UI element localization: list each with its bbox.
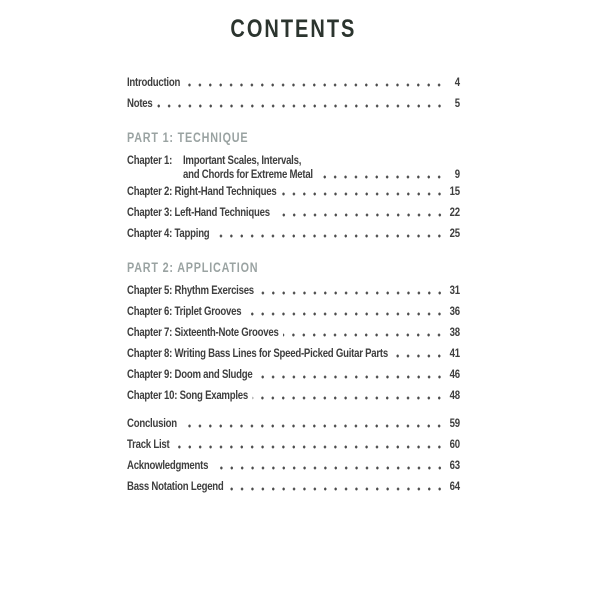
page-title: CONTENTS xyxy=(230,15,357,43)
toc-entry-page: 5 xyxy=(454,96,460,110)
toc-page xyxy=(127,0,460,493)
toc-entry-chapter-2 xyxy=(127,185,460,198)
toc-entry-track-list xyxy=(127,438,460,451)
toc-entry-chapter-4 xyxy=(127,227,460,240)
dot-leader xyxy=(259,291,445,295)
dot-leader xyxy=(283,333,444,337)
toc-entry-chapter-7 xyxy=(127,326,460,339)
toc-entry-page: 46 xyxy=(449,367,460,381)
dot-leader xyxy=(214,234,444,238)
toc-entry-label: Chapter 4: Tapping xyxy=(127,226,210,240)
toc-entry-page: 36 xyxy=(449,304,460,318)
dot-leader xyxy=(213,466,445,470)
dot-leader xyxy=(182,424,445,428)
dot-leader xyxy=(228,487,444,491)
toc-entry-chapter-1 xyxy=(127,154,460,181)
toc-entry-label: Track List xyxy=(127,437,170,451)
toc-entry-chapter-5 xyxy=(127,284,460,297)
dot-leader xyxy=(257,375,444,379)
chapter-1-title-line-1: Important Scales, Intervals, xyxy=(183,153,302,167)
toc-entry-page: 38 xyxy=(449,325,460,339)
toc-entry-label: Chapter 7: Sixteenth-Note Grooves xyxy=(127,325,279,339)
toc-entry-page: 64 xyxy=(449,479,460,493)
dot-leader xyxy=(393,354,445,358)
toc-entry-page: 15 xyxy=(449,184,460,198)
toc-entry-page: 48 xyxy=(449,388,460,402)
toc-entry-label: Chapter 6: Triplet Grooves xyxy=(127,304,242,318)
dot-leader xyxy=(246,312,444,316)
toc-entry-chapter-8 xyxy=(127,347,460,360)
toc-entry-label: Conclusion xyxy=(127,416,177,430)
dot-leader xyxy=(157,104,444,108)
toc-entry-label: Chapter 5: Rhythm Exercises xyxy=(127,283,254,297)
toc-entry-label: Acknowledgments xyxy=(127,458,209,472)
dot-leader xyxy=(318,175,445,179)
toc-entry-label: Introduction xyxy=(127,75,181,89)
toc-entry-page: 63 xyxy=(449,458,460,472)
chapter-1-label: Chapter 1: xyxy=(127,153,173,167)
toc-entry-label: Chapter 9: Doom and Sludge xyxy=(127,367,253,381)
toc-entry-label: Chapter 2: Right-Hand Techniques xyxy=(127,184,277,198)
toc-entry-chapter-10 xyxy=(127,389,460,402)
toc-entry-page: 60 xyxy=(449,437,460,451)
toc-entry-page: 41 xyxy=(449,346,460,360)
part-1-heading: PART 1: TECHNIQUE xyxy=(127,130,249,145)
toc-entry-notes xyxy=(127,97,460,110)
toc-entry-conclusion xyxy=(127,417,460,430)
toc-entry-bass-notation-legend xyxy=(127,480,460,493)
chapter-1-title xyxy=(183,154,460,181)
toc-entry-page: 25 xyxy=(449,226,460,240)
chapter-1-title-line-2-row xyxy=(183,168,460,182)
toc-entry-label: Bass Notation Legend xyxy=(127,479,224,493)
toc-entry-page: 4 xyxy=(454,75,460,89)
toc-entry-acknowledgments xyxy=(127,459,460,472)
dot-leader xyxy=(281,192,444,196)
toc-entry-label: Chapter 8: Writing Bass Lines for Speed-Picked Guitar Parts xyxy=(127,346,388,360)
dot-leader xyxy=(253,396,445,400)
toc-entry-label: Chapter 10: Song Examples xyxy=(127,388,248,402)
toc-entry-label: Chapter 3: Left-Hand Techniques xyxy=(127,205,270,219)
toc-entry-page: 9 xyxy=(454,166,460,181)
toc-entry-label: Notes xyxy=(127,96,153,110)
toc-entry-page: 59 xyxy=(449,416,460,430)
dot-leader xyxy=(275,213,445,217)
toc-entry-introduction xyxy=(127,76,460,89)
toc-entry-chapter-3 xyxy=(127,206,460,219)
toc-entry-chapter-6 xyxy=(127,305,460,318)
toc-entry-page: 31 xyxy=(449,283,460,297)
toc-entry-page: 22 xyxy=(449,205,460,219)
chapter-1-title-line-2: and Chords for Extreme Metal xyxy=(183,166,313,181)
part-2-heading: PART 2: APPLICATION xyxy=(127,260,259,275)
dot-leader xyxy=(185,83,445,87)
toc-entry-chapter-9 xyxy=(127,368,460,381)
dot-leader xyxy=(174,445,444,449)
